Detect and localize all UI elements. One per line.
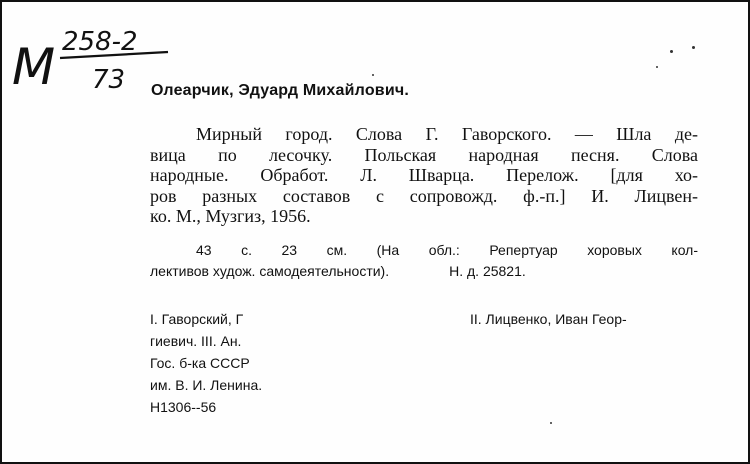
paper-speck: [656, 66, 658, 68]
physical-line-1: [150, 240, 698, 261]
shelfmark-letter: М: [12, 38, 56, 96]
index-line-5: Н1306--56: [150, 399, 217, 415]
book-size: 23 см.: [281, 242, 348, 258]
description-line-1: Мирный город. Слова Г. Гаворского. — Шла де-: [196, 124, 698, 144]
paper-speck: [692, 46, 695, 49]
shelfmark-numerator: 258-2: [62, 27, 138, 57]
paper-speck: [670, 50, 673, 53]
index-line-2: гиевич. III. Ан.: [150, 333, 242, 349]
index-entries-left: [150, 308, 262, 418]
description-line-3: народные. Обработ. Л. Шварца. Перелож. [для хо-: [150, 165, 698, 185]
description-line-2: вица по лесочку. Польская народная песня. Слова: [150, 144, 698, 165]
index-line-1: I. Гаворский, Г: [150, 311, 244, 327]
index-line-3: Гос. б-ка СССР: [150, 355, 250, 371]
physical-line-2: [150, 261, 698, 282]
paper-speck: [372, 74, 374, 76]
index-entries-right: II. Лицвенко, Иван Геор-: [470, 311, 627, 327]
series-note-part-1: (На обл.: Репертуар хоровых кол-: [376, 242, 698, 258]
series-note-part-2: лективов худож. самодеятельности).: [150, 263, 390, 279]
description-line-5: ко. М., Музгиз, 1956.: [150, 206, 311, 226]
registration-number: Н. д. 25821.: [449, 263, 526, 279]
index-line-4: им. В. И. Ленина.: [150, 377, 263, 393]
author-heading: Олеарчик, Эдуард Михайлович.: [151, 82, 409, 99]
title-description: [150, 124, 698, 227]
physical-description: [150, 240, 698, 282]
paper-speck: [550, 422, 552, 424]
description-line-4: ров разных составов с сопровожд. ф.-п.] И. Лицвен-: [150, 185, 698, 206]
shelfmark-denominator: 73: [92, 65, 126, 95]
pages-count: 43 с.: [196, 242, 252, 258]
